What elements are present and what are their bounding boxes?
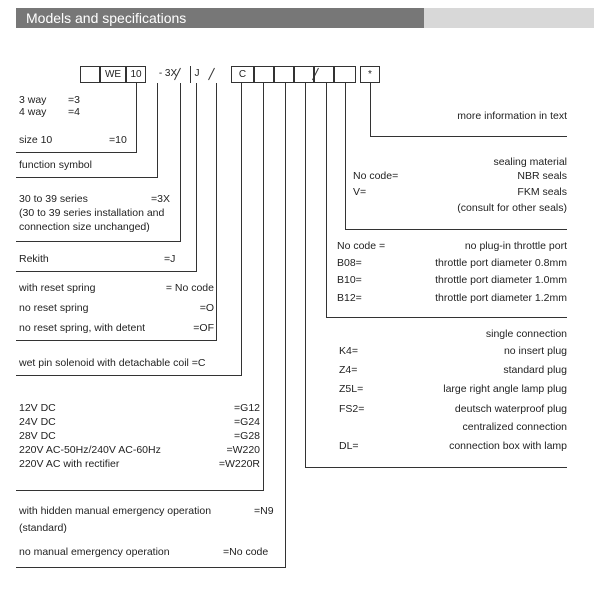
detent-code: =OF <box>193 322 214 334</box>
no-manual-emergency-label: no manual emergency operation <box>19 546 170 558</box>
series-code: =3X <box>151 193 170 205</box>
seal-note: (consult for other seals) <box>457 202 567 214</box>
code-box-j: J <box>194 68 200 79</box>
z5l-label: large right angle lamp plug <box>443 383 567 395</box>
no-reset-spring-label: no reset spring <box>19 302 89 314</box>
dl-label: connection box with lamp <box>449 440 567 452</box>
throttle-b12-code: B12= <box>337 292 362 304</box>
size-code: =10 <box>109 134 127 146</box>
way-3-label: 3 way <box>19 94 47 106</box>
reset-spring-code: = No code <box>165 282 214 294</box>
way-4-label: 4 way <box>19 106 47 118</box>
voltage-28v-label: 28V DC <box>19 430 56 442</box>
series-note-2: connection size unchanged) <box>19 221 150 233</box>
k4-label: no insert plug <box>503 345 567 357</box>
voltage-24v-code: =G24 <box>234 416 260 428</box>
seal-nbr-label: NBR seals <box>517 170 567 182</box>
voltage-220v-ac-label: 220V AC-50Hz/240V AC-60Hz <box>19 444 161 456</box>
seal-fkm-code: V= <box>353 186 367 198</box>
detent-label: no reset spring, with detent <box>19 322 146 334</box>
fs2-code: FS2= <box>339 403 365 415</box>
voltage-rectifier-code: =W220R <box>218 458 260 470</box>
throttle-b10-code: B10= <box>337 274 362 286</box>
seal-nbr-code: No code= <box>353 170 399 182</box>
rekith-code: =J <box>164 253 176 265</box>
seal-fkm-label: FKM seals <box>517 186 567 198</box>
way-3-code: =3 <box>68 94 80 106</box>
throttle-b12-label: throttle port diameter 1.2mm <box>435 292 567 304</box>
section-title: Models and specifications <box>16 8 424 28</box>
function-symbol-label: function symbol <box>19 159 92 171</box>
manual-emergency-note: (standard) <box>19 522 67 534</box>
k4-code: K4= <box>339 345 358 357</box>
voltage-12v-code: =G12 <box>234 402 260 414</box>
code-box-size: 10 <box>126 66 146 83</box>
series-label: 30 to 39 series <box>19 193 88 205</box>
throttle-b10-label: throttle port diameter 1.0mm <box>435 274 567 286</box>
z4-label: standard plug <box>503 364 567 376</box>
code-box-series: - 3X <box>146 66 191 83</box>
voltage-rectifier-label: 220V AC with rectifier <box>19 458 120 470</box>
sealing-material-title: sealing material <box>493 156 567 168</box>
throttle-b08-label: throttle port diameter 0.8mm <box>435 257 567 269</box>
voltage-220v-ac-code: =W220 <box>226 444 260 456</box>
no-reset-spring-code: =O <box>199 302 214 314</box>
voltage-24v-label: 24V DC <box>19 416 56 428</box>
manual-emergency-label: with hidden manual emergency operation <box>19 505 212 517</box>
manual-emergency-code: =N9 <box>254 505 274 517</box>
reset-spring-label: with reset spring <box>19 282 96 294</box>
code-box-star: * <box>360 66 380 83</box>
no-manual-emergency-code: =No code <box>223 546 269 558</box>
series-note-1: (30 to 39 series installation and <box>19 207 165 219</box>
way-4-code: =4 <box>68 106 80 118</box>
z4-code: Z4= <box>339 364 358 376</box>
code-box-c: C <box>231 66 254 83</box>
wet-pin-solenoid-label: wet pin solenoid with detachable coil =C <box>19 357 206 369</box>
z5l-code: Z5L= <box>339 383 364 395</box>
code-box-we: WE <box>100 66 126 83</box>
throttle-b08-code: B08= <box>337 257 362 269</box>
size-label: size 10 <box>19 134 53 146</box>
voltage-12v-label: 12V DC <box>19 402 56 414</box>
voltage-28v-code: =G28 <box>234 430 260 442</box>
dl-code: DL= <box>339 440 359 452</box>
fs2-label: deutsch waterproof plug <box>454 403 567 415</box>
throttle-none-label: no plug-in throttle port <box>464 240 567 252</box>
more-info-label: more information in text <box>457 110 567 122</box>
single-connection-title: single connection <box>485 328 567 340</box>
centralized-connection-title: centralized connection <box>462 421 567 433</box>
throttle-none-code: No code = <box>337 240 386 252</box>
rekith-label: Rekith <box>19 253 49 265</box>
